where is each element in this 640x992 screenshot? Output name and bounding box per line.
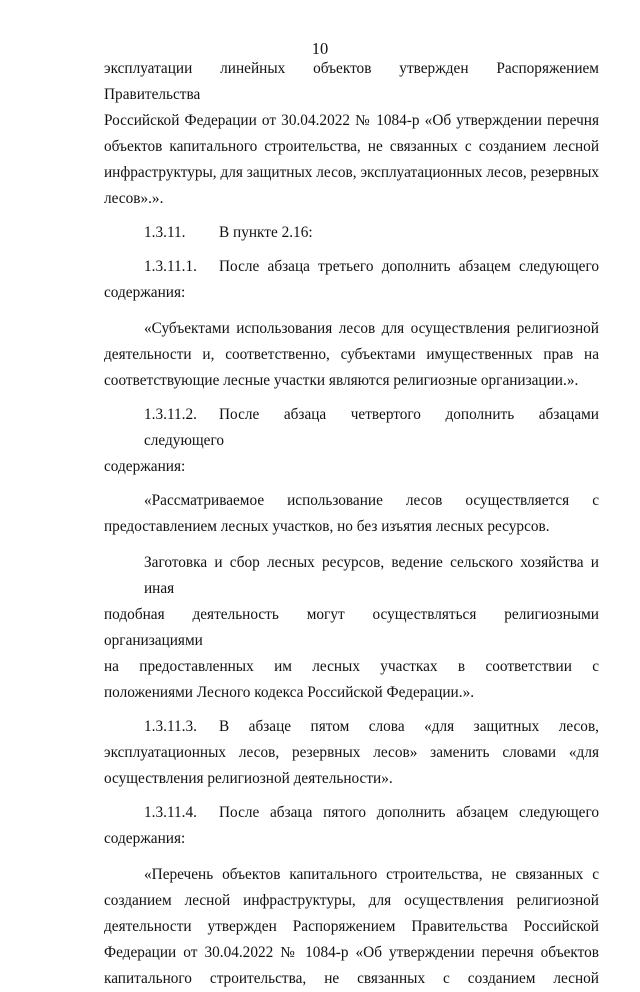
quote-line: предоставлением лесных участков, но без изъятия лесных ресурсов. <box>104 518 550 535</box>
text-line: эксплуатации линейных объектов утвержден Распоряжением Правительства <box>104 60 599 103</box>
quote-line: капитального строительства, не связанных с созданием лесной <box>104 970 599 987</box>
quote-line: созданием лесной инфраструктуры, для осуществления религиозной <box>104 892 599 909</box>
quote-line: соответствующие лесные участки являются религиозные организации.». <box>104 372 579 389</box>
section-number: 1.3.11.2. <box>144 406 197 423</box>
quote-line: «Субъектами использования лесов для осуществления религиозной <box>144 320 599 337</box>
quote-line: Федерации от 30.04.2022 № 1084-р «Об утверждении перечня объектов <box>104 944 599 961</box>
quote-line: «Рассматриваемое использование лесов осуществляется с <box>144 492 599 509</box>
section-1-3-11 <box>104 220 599 246</box>
text-line: содержания: <box>104 458 186 475</box>
quote-line: деятельности утвержден Распоряжением Правительства Российской <box>104 918 599 935</box>
section-number: 1.3.11. <box>144 224 186 241</box>
section-1-3-11-3 <box>104 714 599 740</box>
section-1-3-11-2 <box>104 402 599 454</box>
section-number: 1.3.11.3. <box>144 718 197 735</box>
quote-line: положениями Лесного кодекса Российской Федерации.». <box>104 684 475 701</box>
quote-line: «Перечень объектов капитального строительства, не связанных с <box>144 866 599 883</box>
quote-line: Заготовка и сбор лесных ресурсов, ведение сельского хозяйства и иная <box>144 554 599 597</box>
quote-line: подобная деятельность могут осуществляться религиозными организациями <box>104 606 599 649</box>
section-text: В пункте 2.16: <box>219 224 313 241</box>
section-1-3-11-1 <box>104 254 599 280</box>
quote-line: на предоставленных им лесных участках в соответствии с <box>104 658 599 675</box>
text-line: инфраструктуры, для защитных лесов, эксплуатационных лесов, резервных <box>104 164 599 181</box>
document-body <box>104 56 599 992</box>
text-line: лесов».». <box>104 190 164 207</box>
page-number: 10 <box>311 39 329 58</box>
text-line: осуществления религиозной деятельности». <box>104 770 393 787</box>
quote-line: деятельности и, соответственно, субъектами имущественных прав на <box>104 346 599 363</box>
section-text: В абзаце пятом слова «для защитных лесов, <box>219 718 599 735</box>
text-line: Российской Федерации от 30.04.2022 № 1084-р «Об утверждении перечня <box>104 112 599 129</box>
section-number: 1.3.11.1. <box>144 258 197 275</box>
section-text: После абзаца четвертого дополнить абзацами следующего <box>144 406 599 449</box>
section-number: 1.3.11.4. <box>144 804 197 821</box>
section-text: После абзаца пятого дополнить абзацем следующего <box>219 804 599 821</box>
text-line: содержания: <box>104 830 186 847</box>
text-line: объектов капитального строительства, не связанных с созданием лесной <box>104 138 599 155</box>
text-line: содержания: <box>104 284 186 301</box>
section-1-3-11-4 <box>104 800 599 826</box>
text-line: эксплуатационных лесов, резервных лесов» заменить словами «для <box>104 744 599 761</box>
section-text: После абзаца третьего дополнить абзацем следующего <box>219 258 599 275</box>
